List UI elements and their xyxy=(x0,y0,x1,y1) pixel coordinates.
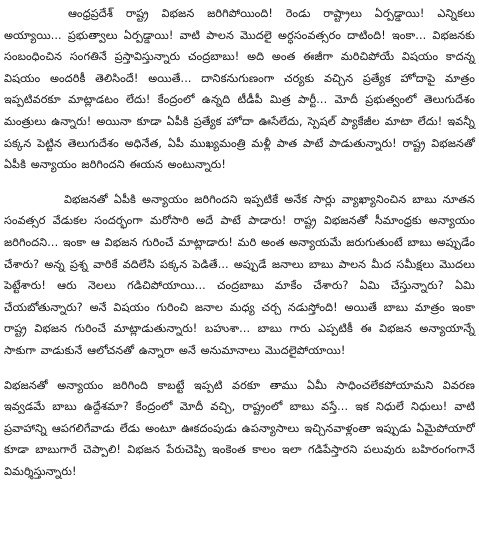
paragraph-1: ఆంధ్రప్రదేశ్ రాష్ట్ర విభజన జరిగిపోయింది! రెండు రాష్ట్రాలు ఏర్పడ్డాయి! ఎన్నికలు అయ్యాయి... ప్రభుత్వాలు ఏర్పడ్డాయి! వాటి పాలన మొదలై అర్ధసంవత్సరం దాటింది! ఇంకా... విభజనకు సంబంధించిన సంగతినే ప్రస్తావిస్తున్నారు చంద్రబాబు! అది అంత ఈజీగా మరిచిపోయే విషయం కాదన్న విషయం అందరికీ తెలిసిందే! అయితే... దానికనుగుణంగా చర్యకు వచ్చిన ప్రత్యేక హోదాపై మాత్రం ఇప్పటివరకూ మాట్లాడటం లేదు! కేంద్రంలో ఉన్నది టీడీపీ మిత్ర పార్టీ... మోదీ ప్రభుత్వంలో తెలుగుదేశం మంత్రులు ఉన్నారు! అయినా కూడా ఏపీకి ప్రత్యేక హోదా ఊసేలేదు, స్పెషల్ ప్యాకేజీల మాటా లేదు! ఇవన్నీ పక్కన పెట్టిన తెలుగుదేశం అధినేత, ఏపీ ముఖ్యమంత్రి మళ్లీ పాత పాటే పాడుతున్నారు! రాష్ట్ర విభజనతో ఏపీకి అన్యాయం జరిగిందని ఈయన అంటున్నారు! xyxy=(4,7,475,172)
paragraph-2: విభజనతో ఏపీకి అన్యాయం జరిగిందని ఇప్పటికే అనేక సార్లు వ్యాఖ్యానించిన బాబు నూతన సంవత్సర వేడుకల సందర్భంగా మరోసారి అదే పాటే పాడారు! రాష్ట్ర విభజనతో సీమాంధ్రకు అన్యాయం జరిగిందని... ఇంకా ఆ విభజన గురించే మాట్లాడారు! మరి అంత అన్యాయమే జరుగుతుంటే బాబు అప్పుడేం చేశారు? అన్న ప్రశ్న వారికే వదిలేసి పక్కన పెడితే... అప్పుడే జనాలు బాబు పాలన మీద సమీక్షలు మొదలు పెట్టేశారు! ఆరు నెలలు గడిచిపోయాయి... చంద్రబాబు మాకేం చేశారు? ఏమి చేస్తున్నారు? ఏమి చేయబోతున్నారు? అనే విషయం గురించి జనాల మధ్య చర్చ నడుస్తోంది! అయితే బాబు మాత్రం ఇంకా రాష్ట్ర విభజన గురించే మాట్లాడుతున్నారు! బహుశా... బాబు గారు ఎప్పటికీ ఈ విభజన అన్యాయాన్నే సాకుగా వాడుకునే ఆలోచనతో ఉన్నారా అనే అనుమానాలు మొదలైపోయాయి! xyxy=(4,192,475,357)
paragraph-3: విభజనతో అన్యాయం జరిగింది కాబట్టే ఇప్పటి వరకూ తాము ఏమీ సాధించలేకపోయామని వివరణ ఇవ్వడమే బాబు ఉద్దేశమా? కేంద్రంలో మోదీ వచ్చి, రాష్ట్రంలో బాబు వస్తే... ఇక నిధులే నిధులు! వాటి ప్రవాహాన్ని ఆపగలిగేవాడు లేడు అంటూ ఊకదంపుడు ఉపన్యాసాలు ఇచ్చినవాళ్లంతా ఇప్పుడు ఏమైపోయారో కూడా బాబుగారే చెప్పాలి! విభజన పేరుచెప్పి ఇంకెంత కాలం ఇలా గడిపేస్తారని పలువురు బహిరంగంగానే విమర్శిస్తున్నారు! xyxy=(4,378,475,478)
